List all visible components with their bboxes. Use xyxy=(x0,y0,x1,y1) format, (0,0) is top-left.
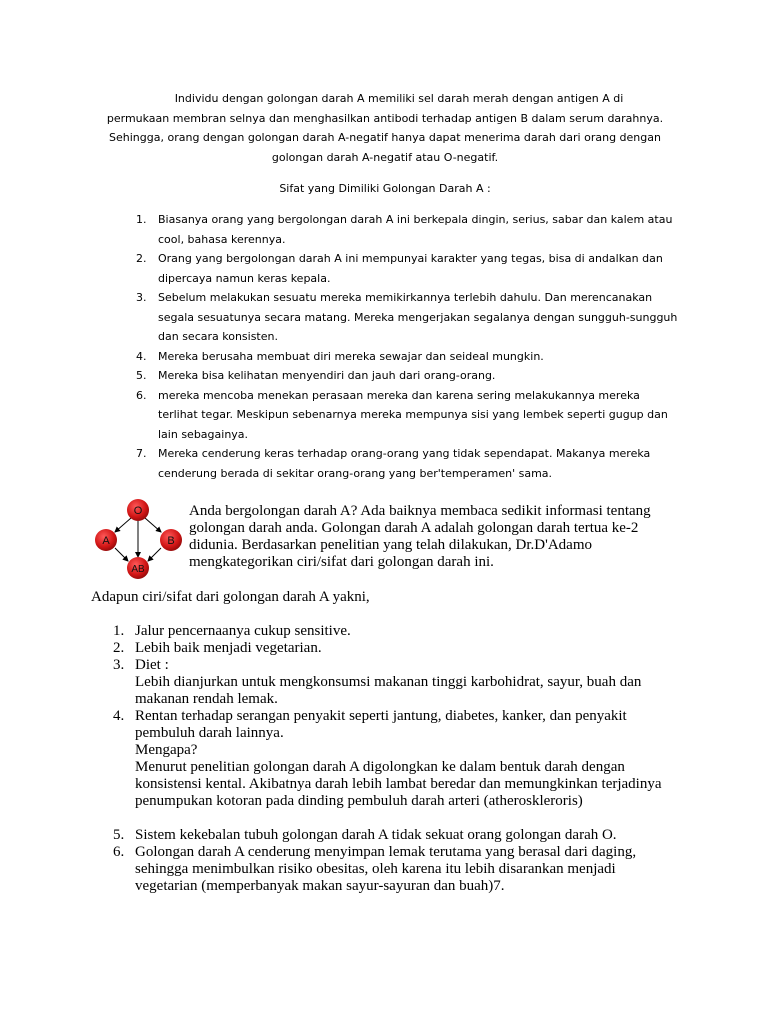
list-item xyxy=(136,249,681,288)
info-line: Anda bergolongan darah A? Ada baiknya membaca sedikit informasi tentang xyxy=(189,503,651,519)
intro-paragraph xyxy=(100,89,670,167)
features-list xyxy=(113,623,673,895)
list-item xyxy=(136,347,681,367)
list-line: dan secara konsisten. xyxy=(158,330,278,343)
intro-text xyxy=(100,89,670,167)
intro-line: Sehingga, orang dengan golongan darah A-negatif hanya dapat menerima darah dari orang dengan xyxy=(109,131,661,144)
list-number: 3. xyxy=(113,657,125,673)
list-line: Mereka bisa kelihatan menyendiri dan jauh dari orang-orang. xyxy=(158,369,496,382)
arrow-o-b xyxy=(145,518,161,532)
list-line: makanan rendah lemak. xyxy=(135,691,278,707)
list-line: Lebih dianjurkan untuk mengkonsumsi makanan tinggi karbohidrat, sayur, buah dan xyxy=(135,674,642,690)
list-item xyxy=(113,844,673,895)
list-item xyxy=(113,708,673,810)
list-line: segala sesuatunya secara matang. Mereka mengerjakan segalanya dengan sungguh-sungguh xyxy=(158,310,678,324)
blood-type-diagram xyxy=(86,497,186,581)
list-line: Sistem kekebalan tubuh golongan darah A tidak sekuat orang golongan darah O. xyxy=(135,827,617,843)
list-number: 4. xyxy=(113,708,125,724)
arrow-a-ab xyxy=(115,548,128,561)
cell-b-label: B xyxy=(167,535,175,547)
list-line: pembuluh darah lainnya. xyxy=(135,725,284,741)
intro-line: permukaan membran selnya dan menghasilkan antibodi terhadap antigen B dalam serum darahnya. xyxy=(106,111,664,125)
info-text xyxy=(189,503,679,571)
list-item xyxy=(113,640,673,657)
list-line: Lebih baik menjadi vegetarian. xyxy=(135,640,322,656)
list-number: 3. xyxy=(136,291,147,304)
cell-a-label: A xyxy=(102,535,110,547)
list-line: Golongan darah A cenderung menyimpan lemak terutama yang berasal dari daging, xyxy=(135,844,637,860)
list-number: 7. xyxy=(136,447,147,460)
list-number: 6. xyxy=(113,844,125,860)
list-line: cenderung berada di sekitar orang-orang yang ber'temperamen' sama. xyxy=(158,466,553,480)
list-line: vegetarian (memperbanyak makan sayur-sayuran dan buah)7. xyxy=(135,878,505,894)
arrow-b-ab xyxy=(148,548,161,561)
list-line: terlihat tegar. Meskipun sebenarnya mereka mempunya sisi yang lembek seperti gugup dan xyxy=(158,408,668,421)
list-number: 4. xyxy=(136,349,147,363)
list-line: Mengapa? xyxy=(135,742,198,758)
list-line: Biasanya orang yang bergolongan darah A ini berkepala dingin, serius, sabar dan kalem atau xyxy=(158,213,673,226)
list-line: Mereka berusaha membuat diri mereka sewajar dan seideal mungkin. xyxy=(158,349,544,363)
arrow-o-a xyxy=(115,518,131,532)
list-line: cool, bahasa kerennya. xyxy=(158,232,286,246)
list-number: 6. xyxy=(136,388,147,402)
list-line: lain sebagainya. xyxy=(158,427,249,441)
features-intro: Adapun ciri/sifat dari golongan darah A yakni, xyxy=(91,589,370,605)
list-line: dipercaya namun keras kepala. xyxy=(158,271,331,285)
list-line: penumpukan kotoran pada dinding pembuluh darah arteri (atheroskleroris) xyxy=(135,793,583,809)
list-line: Orang yang bergolongan darah A ini mempunyai karakter yang tegas, bisa di andalkan dan xyxy=(158,252,663,265)
list-line: sehingga menimbulkan risiko obesitas, oleh karena itu lebih disarankan menjadi xyxy=(135,861,616,877)
list-line: Diet : xyxy=(135,657,169,673)
list-item xyxy=(113,657,673,708)
intro-line: golongan darah A-negatif atau O-negatif. xyxy=(271,150,499,164)
list-item xyxy=(136,444,681,483)
list-line: konsistensi kental. Akibatnya darah lebih lambat beredar dan memungkinkan terjadinya xyxy=(135,776,662,792)
list-line: Jalur pencernaanya cukup sensitive. xyxy=(135,623,351,639)
info-paragraph xyxy=(189,503,679,571)
list-number: 2. xyxy=(113,640,125,656)
list-line: mereka mencoba menekan perasaan mereka dan karena sering melakukannya mereka xyxy=(158,388,640,402)
list-item xyxy=(113,827,673,844)
info-line: mengkategorikan ciri/sifat dari golongan darah ini. xyxy=(189,554,494,570)
list-number: 5. xyxy=(113,827,125,843)
list-line: Mereka cenderung keras terhadap orang-orang yang tidak sependapat. Makanya mereka xyxy=(158,447,651,460)
list-line: Sebelum melakukan sesuatu mereka memikirkannya terlebih dahulu. Dan merencanakan xyxy=(158,291,653,304)
traits-heading: Sifat yang Dimiliki Golongan Darah A : xyxy=(279,182,491,195)
list-item xyxy=(136,210,681,249)
list-line: Menurut penelitian golongan darah A digolongkan ke dalam bentuk darah dengan xyxy=(135,759,625,775)
intro-line: Individu dengan golongan darah A memiliki sel darah merah dengan antigen A di xyxy=(174,92,624,105)
cell-ab-label: AB xyxy=(131,564,145,575)
list-number: 1. xyxy=(136,213,147,226)
list-number: 5. xyxy=(136,369,147,382)
list-item xyxy=(136,366,681,386)
list-item xyxy=(136,386,681,445)
info-line: golongan darah anda. Golongan darah A adalah golongan darah tertua ke-2 xyxy=(189,520,639,536)
list-item xyxy=(113,623,673,640)
traits-list xyxy=(136,210,681,483)
list-number: 1. xyxy=(113,623,125,639)
info-line: didunia. Berdasarkan penelitian yang telah dilakukan, Dr.D'Adamo xyxy=(189,537,593,553)
cell-o-label: O xyxy=(133,505,143,517)
list-item xyxy=(136,288,681,347)
list-line: Rentan terhadap serangan penyakit seperti jantung, diabetes, kanker, dan penyakit xyxy=(135,708,627,724)
list-number: 2. xyxy=(136,252,147,265)
